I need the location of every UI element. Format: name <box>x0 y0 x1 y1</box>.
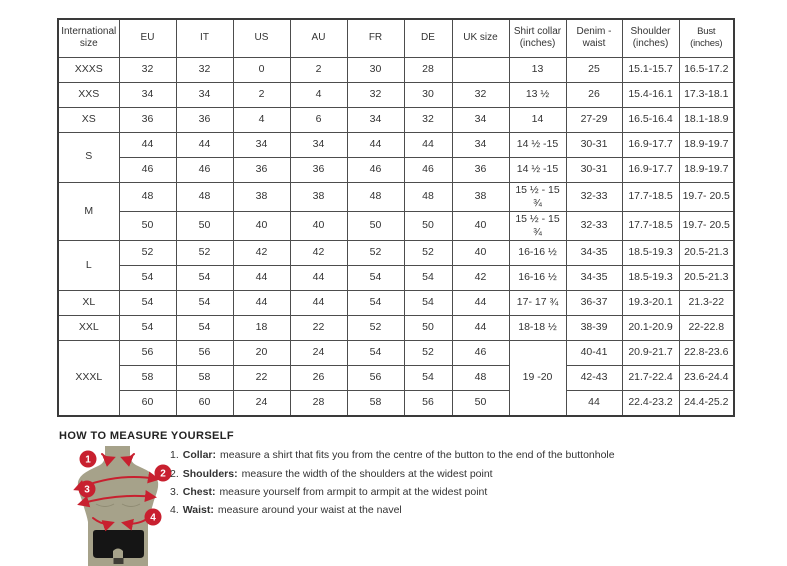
table-cell: 30 <box>347 57 404 82</box>
table-cell: 36-37 <box>566 291 622 316</box>
figure-marker-label: 2 <box>160 468 166 480</box>
table-cell: 50 <box>404 316 452 341</box>
table-cell: 42 <box>233 241 290 266</box>
table-cell: 58 <box>176 366 233 391</box>
table-cell: 20.9-21.7 <box>622 341 679 366</box>
table-row <box>58 266 734 291</box>
table-cell: 40 <box>290 211 347 240</box>
table-cell: 21.3-22 <box>679 291 734 316</box>
mannequin-stand-tab <box>114 558 124 564</box>
table-cell: 48 <box>176 182 233 211</box>
table-cell: 18.1-18.9 <box>679 107 734 132</box>
table-cell: 19.3-20.1 <box>622 291 679 316</box>
table-cell: 44 <box>290 291 347 316</box>
table-cell: 46 <box>119 157 176 182</box>
table-cell: 36 <box>233 157 290 182</box>
table-cell: 19.7- 20.5 <box>679 211 734 240</box>
table-cell: 17.7-18.5 <box>622 182 679 211</box>
table-cell: 15.4-16.1 <box>622 82 679 107</box>
table-cell: 54 <box>404 266 452 291</box>
figure-marker-label: 3 <box>84 484 90 496</box>
column-header: FR <box>347 19 404 57</box>
table-cell: 22 <box>233 366 290 391</box>
table-cell: 36 <box>176 107 233 132</box>
table-cell <box>452 57 509 82</box>
table-cell: XXS <box>58 82 119 107</box>
table-cell: XL <box>58 291 119 316</box>
table-row <box>58 107 734 132</box>
table-cell: 56 <box>347 366 404 391</box>
table-cell: 17.3-18.1 <box>679 82 734 107</box>
table-cell: 2 <box>233 82 290 107</box>
table-cell: 13 ½ <box>509 82 566 107</box>
table-cell: 30 <box>404 82 452 107</box>
table-cell: 23.6-24.4 <box>679 366 734 391</box>
figure-marker-label: 1 <box>85 454 91 466</box>
table-cell: 58 <box>347 391 404 416</box>
table-cell: 20.5-21.3 <box>679 241 734 266</box>
table-cell: 38 <box>290 182 347 211</box>
table-cell: 4 <box>233 107 290 132</box>
table-cell: 22.8-23.6 <box>679 341 734 366</box>
table-cell: 16.5-16.4 <box>622 107 679 132</box>
table-cell: 32 <box>452 82 509 107</box>
step-number: 4. <box>170 504 179 517</box>
step-number: 3. <box>170 485 179 498</box>
measure-steps-list <box>170 446 615 520</box>
table-cell: 42-43 <box>566 366 622 391</box>
table-cell: 38-39 <box>566 316 622 341</box>
table-cell: 40 <box>233 211 290 240</box>
table-cell: 44 <box>566 391 622 416</box>
table-cell: 19.7- 20.5 <box>679 182 734 211</box>
table-cell: 32-33 <box>566 182 622 211</box>
step-term: Shoulders: <box>182 467 238 480</box>
table-cell: 20 <box>233 341 290 366</box>
column-header: US <box>233 19 290 57</box>
table-cell: 21.7-22.4 <box>622 366 679 391</box>
table-cell: 34 <box>119 82 176 107</box>
size-chart-table <box>57 18 735 417</box>
table-cell: 16-16 ½ <box>509 241 566 266</box>
table-cell: 22-22.8 <box>679 316 734 341</box>
table-cell: 46 <box>347 157 404 182</box>
table-cell: 34 <box>347 107 404 132</box>
table-cell: 54 <box>347 341 404 366</box>
table-header-row <box>58 19 734 57</box>
table-row <box>58 341 734 366</box>
table-cell: 56 <box>119 341 176 366</box>
table-cell: 48 <box>452 366 509 391</box>
table-cell: 52 <box>404 241 452 266</box>
table-row <box>58 82 734 107</box>
table-cell: 54 <box>404 291 452 316</box>
figure-marker-2 <box>155 465 172 482</box>
table-cell: 14 ½ -15 <box>509 157 566 182</box>
table-cell: 52 <box>176 241 233 266</box>
table-cell: S <box>58 132 119 182</box>
table-cell: 52 <box>119 241 176 266</box>
step-number: 1. <box>170 449 179 462</box>
table-cell: 18-18 ½ <box>509 316 566 341</box>
table-cell: 22 <box>290 316 347 341</box>
table-cell: 52 <box>404 341 452 366</box>
table-cell: 56 <box>176 341 233 366</box>
step-term: Waist: <box>182 504 214 517</box>
column-header: Denim - waist <box>566 19 622 57</box>
table-cell: XXXS <box>58 57 119 82</box>
measure-section-title: HOW TO MEASURE YOURSELF <box>59 430 235 442</box>
table-cell: 40 <box>452 241 509 266</box>
table-cell: 24 <box>233 391 290 416</box>
table-cell: 44 <box>404 132 452 157</box>
table-cell: XXL <box>58 316 119 341</box>
table-row <box>58 366 734 391</box>
table-cell: 44 <box>452 291 509 316</box>
table-cell: 56 <box>404 391 452 416</box>
table-cell: 24.4-25.2 <box>679 391 734 416</box>
table-cell: 54 <box>176 266 233 291</box>
table-cell: 17.7-18.5 <box>622 211 679 240</box>
measure-step <box>170 501 615 519</box>
table-cell: 32 <box>347 82 404 107</box>
figure-marker-1 <box>80 451 97 468</box>
table-cell: 54 <box>347 266 404 291</box>
table-row <box>58 57 734 82</box>
table-cell: 16.5-17.2 <box>679 57 734 82</box>
table-cell: 44 <box>233 291 290 316</box>
table-cell: 14 <box>509 107 566 132</box>
table-cell: 28 <box>290 391 347 416</box>
table-cell: 44 <box>176 132 233 157</box>
table-cell: 20.5-21.3 <box>679 266 734 291</box>
table-cell: 34 <box>233 132 290 157</box>
table-cell: 30-31 <box>566 157 622 182</box>
measure-step <box>170 446 615 464</box>
table-cell: 34-35 <box>566 266 622 291</box>
table-cell: 46 <box>404 157 452 182</box>
table-row <box>58 291 734 316</box>
table-cell: 36 <box>290 157 347 182</box>
table-row <box>58 182 734 211</box>
step-description: measure yourself from armpit to armpit at the widest point <box>219 485 488 498</box>
table-cell: 54 <box>404 366 452 391</box>
table-cell: 18 <box>233 316 290 341</box>
table-cell: 38 <box>452 182 509 211</box>
column-header: AU <box>290 19 347 57</box>
table-cell: 34 <box>452 107 509 132</box>
table-cell: 38 <box>233 182 290 211</box>
table-row <box>58 391 734 416</box>
table-cell: 60 <box>176 391 233 416</box>
table-cell: 60 <box>119 391 176 416</box>
column-header: Bust (inches) <box>679 19 734 57</box>
column-header: UK size <box>452 19 509 57</box>
table-cell: 54 <box>347 291 404 316</box>
table-cell: 30-31 <box>566 132 622 157</box>
table-cell: 32 <box>404 107 452 132</box>
table-cell: 50 <box>452 391 509 416</box>
table-cell: 17- 17 ¾ <box>509 291 566 316</box>
table-cell: 48 <box>404 182 452 211</box>
table-cell: 32 <box>176 57 233 82</box>
table-cell: 52 <box>347 316 404 341</box>
step-description: measure around your waist at the navel <box>217 504 402 517</box>
table-cell: L <box>58 241 119 291</box>
column-header: EU <box>119 19 176 57</box>
table-cell: 50 <box>404 211 452 240</box>
table-cell: 54 <box>119 291 176 316</box>
table-cell: 16-16 ½ <box>509 266 566 291</box>
table-cell: 54 <box>176 291 233 316</box>
table-cell: 54 <box>119 316 176 341</box>
table-cell: 42 <box>290 241 347 266</box>
table-cell: 50 <box>119 211 176 240</box>
figure-marker-label: 4 <box>150 512 156 524</box>
table-cell: 22.4-23.2 <box>622 391 679 416</box>
table-cell: 15 ½ - 15 ¾ <box>509 182 566 211</box>
step-term: Collar: <box>182 449 217 462</box>
table-cell: 18.5-19.3 <box>622 266 679 291</box>
table-cell: 25 <box>566 57 622 82</box>
step-description: measure the width of the shoulders at the widest point <box>241 467 493 480</box>
table-cell: 14 ½ -15 <box>509 132 566 157</box>
table-cell: 40-41 <box>566 341 622 366</box>
table-cell: 24 <box>290 341 347 366</box>
table-cell: 52 <box>347 241 404 266</box>
table-cell: 13 <box>509 57 566 82</box>
table-cell: 36 <box>452 157 509 182</box>
table-cell: M <box>58 182 119 241</box>
table-cell: 44 <box>233 266 290 291</box>
table-cell: 34 <box>176 82 233 107</box>
table-cell: 16.9-17.7 <box>622 157 679 182</box>
table-cell: 34 <box>452 132 509 157</box>
table-cell: 26 <box>290 366 347 391</box>
table-cell: 34-35 <box>566 241 622 266</box>
table-cell: 54 <box>176 316 233 341</box>
table-row <box>58 211 734 240</box>
table-row <box>58 241 734 266</box>
column-header: Shirt collar (inches) <box>509 19 566 57</box>
table-row <box>58 132 734 157</box>
step-term: Chest: <box>182 485 216 498</box>
table-cell: 26 <box>566 82 622 107</box>
mannequin-figure <box>58 446 188 566</box>
table-cell: 46 <box>176 157 233 182</box>
table-cell: 44 <box>347 132 404 157</box>
table-cell: 34 <box>290 132 347 157</box>
figure-marker-4 <box>145 509 162 526</box>
table-cell: 18.9-19.7 <box>679 157 734 182</box>
measure-step <box>170 483 615 501</box>
table-cell: 4 <box>290 82 347 107</box>
table-cell: 18.9-19.7 <box>679 132 734 157</box>
table-cell: 32-33 <box>566 211 622 240</box>
measure-step <box>170 464 615 482</box>
table-cell: 20.1-20.9 <box>622 316 679 341</box>
table-cell: 54 <box>119 266 176 291</box>
column-header: IT <box>176 19 233 57</box>
column-header: International size <box>58 19 119 57</box>
table-cell: 27-29 <box>566 107 622 132</box>
table-cell: 18.5-19.3 <box>622 241 679 266</box>
table-cell: XXXL <box>58 341 119 416</box>
table-cell: 16.9-17.7 <box>622 132 679 157</box>
step-description: measure a shirt that fits you from the centre of the button to the end of the buttonhole <box>220 449 615 462</box>
table-cell: XS <box>58 107 119 132</box>
table-cell: 48 <box>347 182 404 211</box>
table-cell: 44 <box>119 132 176 157</box>
table-cell: 19 -20 <box>509 341 566 416</box>
table-cell: 2 <box>290 57 347 82</box>
table-row <box>58 157 734 182</box>
table-cell: 36 <box>119 107 176 132</box>
table-cell: 48 <box>119 182 176 211</box>
table-cell: 58 <box>119 366 176 391</box>
table-cell: 44 <box>452 316 509 341</box>
table-cell: 40 <box>452 211 509 240</box>
table-cell: 32 <box>119 57 176 82</box>
table-cell: 50 <box>176 211 233 240</box>
column-header: Shoulder (inches) <box>622 19 679 57</box>
table-cell: 42 <box>452 266 509 291</box>
table-cell: 6 <box>290 107 347 132</box>
table-cell: 46 <box>452 341 509 366</box>
step-number: 2. <box>170 467 179 480</box>
table-cell: 44 <box>290 266 347 291</box>
table-cell: 0 <box>233 57 290 82</box>
table-cell: 15.1-15.7 <box>622 57 679 82</box>
figure-marker-3 <box>79 481 96 498</box>
table-cell: 15 ½ - 15 ¾ <box>509 211 566 240</box>
column-header: DE <box>404 19 452 57</box>
table-cell: 50 <box>347 211 404 240</box>
table-row <box>58 316 734 341</box>
table-cell: 28 <box>404 57 452 82</box>
